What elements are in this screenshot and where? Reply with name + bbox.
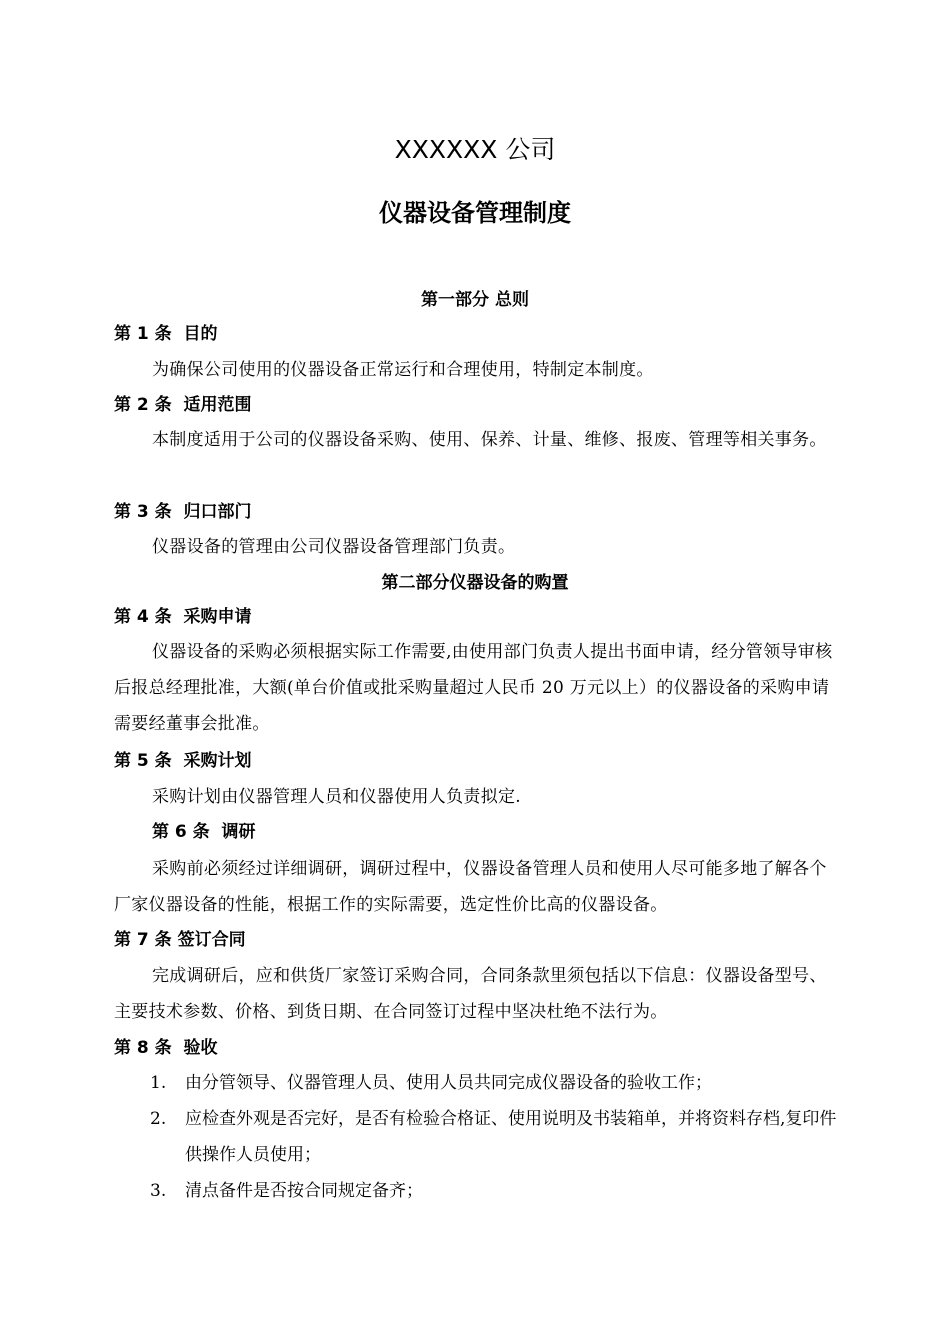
article-6-body: 采购前必须经过详细调研，调研过程中，仪器设备管理人员和使用人尽可能多地了解各个厂家仪器设备的性能，根据工作的实际需要，选定性价比高的仪器设备。: [114, 859, 827, 915]
list-item-number: 3.: [150, 1181, 167, 1201]
article-2-body: 本制度适用于公司的仪器设备采购、使用、保养、计量、维修、报废、管理等相关事务。: [152, 430, 827, 450]
acceptance-list-item: [150, 1173, 840, 1209]
list-item-text: 清点备件是否按合同规定备齐；: [185, 1181, 423, 1201]
article-5-body: 采购计划由仪器管理人员和仪器使用人负责拟定.: [152, 787, 522, 807]
article-7-body: 完成调研后，应和供货厂家签订采购合同，合同条款里须包括以下信息：仪器设备型号、主要技术参数、价格、到货日期、在合同签订过程中坚决杜绝不法行为。: [114, 966, 827, 1022]
list-item-number: 1.: [150, 1073, 167, 1093]
article-7-heading: 第 7 条 签订合同: [114, 930, 246, 950]
article-4-body: 仪器设备的采购必须根据实际工作需要,由使用部门负责人提出书面申请，经分管领导审核后报总经理批准，大额(单台价值或批采购量超过人民币 20 万元以上）的仪器设备的采购申请需要经董事会批准。: [114, 642, 833, 734]
article-3-body: 仪器设备的管理由公司仪器设备管理部门负责。: [152, 537, 516, 557]
article-8-heading: 第 8 条 验收: [114, 1038, 218, 1058]
list-item-text: 应检查外观是否完好，是否有检验合格证、使用说明及书装箱单，并将资料存档,复印件供操作人员使用；: [185, 1109, 837, 1165]
article-2-heading: 第 2 条 适用范围: [114, 395, 252, 415]
article-1-body: 为确保公司使用的仪器设备正常运行和合理使用，特制定本制度。: [152, 360, 654, 380]
section-heading-purchase: 第二部分仪器设备的购置: [381, 573, 569, 593]
article-3-heading: 第 3 条 归口部门: [114, 502, 252, 522]
article-6-heading: 第 6 条 调研: [152, 822, 256, 842]
section-heading-general: 第一部分 总则: [421, 290, 529, 310]
article-5-heading: 第 5 条 采购计划: [114, 751, 252, 771]
document-title: 仪器设备管理制度: [379, 199, 571, 227]
article-1-heading: 第 1 条 目的: [114, 324, 218, 344]
list-item-number: 2.: [150, 1109, 167, 1129]
company-title: XXXXXX 公司: [394, 135, 556, 164]
article-4-heading: 第 4 条 采购申请: [114, 607, 252, 627]
acceptance-list-item: [150, 1065, 840, 1101]
list-item-text: 由分管领导、仪器管理人员、使用人员共同完成仪器设备的验收工作；: [185, 1073, 712, 1093]
acceptance-list-item: [150, 1101, 840, 1173]
